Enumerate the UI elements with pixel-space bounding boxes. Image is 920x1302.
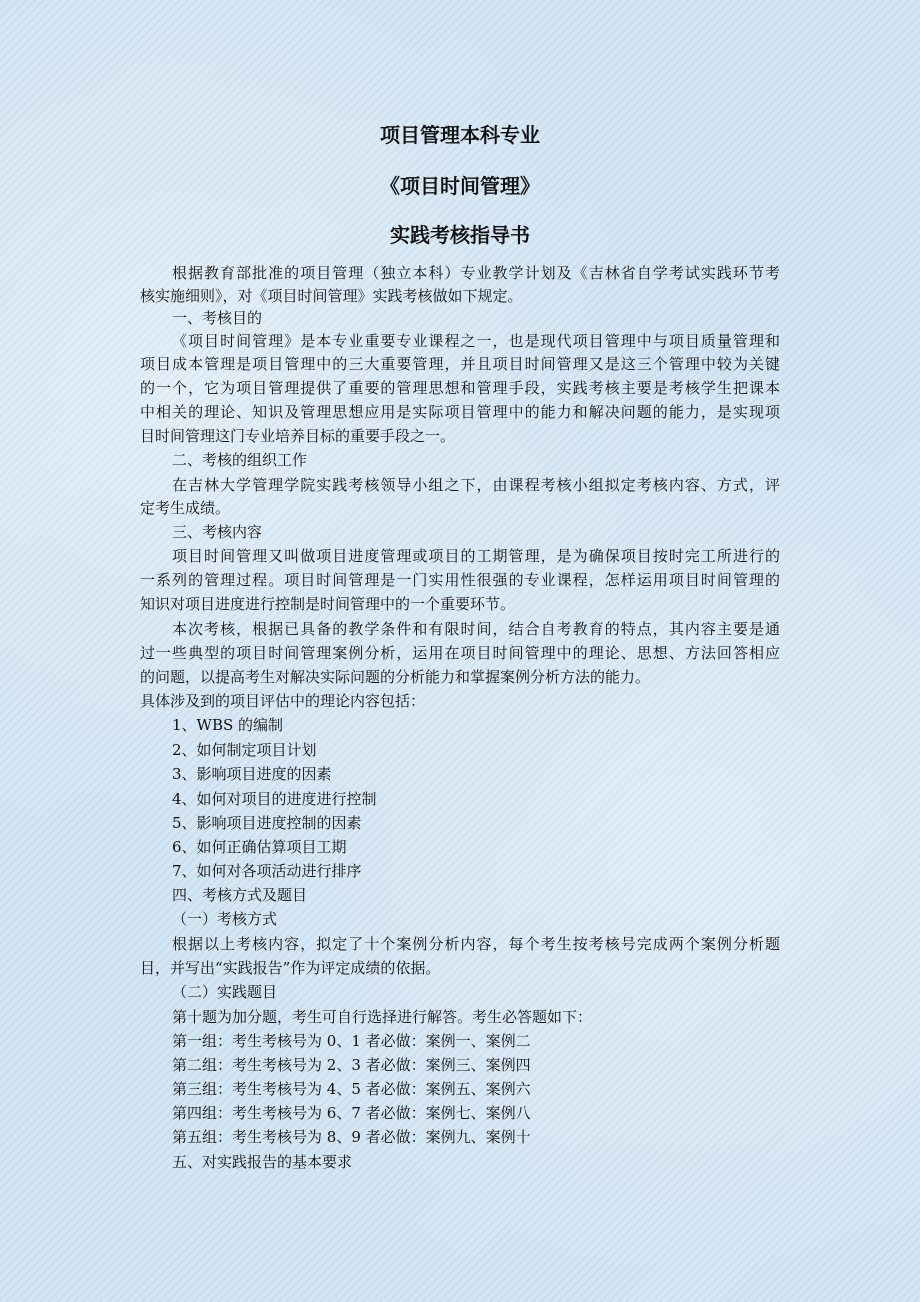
content-line-6: 的问题，以提高考生对解决实际问题的分析能力和掌握案例分析方法的能力。 (140, 668, 651, 686)
list-item: 5、影响项目进度控制的因素 (172, 814, 362, 832)
method-line-2: 目，并写出“实践报告”作为评定成绩的依据。 (140, 959, 441, 977)
organization-line-1: 在吉林大学管理学院实践考核领导小组之下，由课程考核小组拟定考核内容、方式，评 (172, 476, 780, 494)
group-assignment: 第一组：考生考核号为 0、1 者必做：案例一、案例二 (172, 1032, 531, 1050)
section-heading-method: 四、考核方式及题目 (172, 886, 308, 904)
group-assignment: 第五组：考生考核号为 8、9 者必做：案例九、案例十 (172, 1128, 531, 1146)
purpose-line-3: 的一个，它为项目管理提供了重要的管理思想和管理手段，实践考核主要是考核学生把课本 (140, 379, 780, 397)
content-line-2: 一系列的管理过程。项目时间管理是一门实用性很强的专业课程，怎样运用项目时间管理的 (140, 571, 780, 589)
group-assignment: 第二组：考生考核号为 2、3 者必做：案例三、案例四 (172, 1056, 531, 1074)
questions-intro: 第十题为加分题，考生可自行选择进行解答。考生必答题如下： (172, 1008, 593, 1026)
section-heading-content: 三、考核内容 (172, 523, 263, 541)
list-item: 1、WBS 的编制 (172, 716, 284, 734)
subsection-heading-method: （一）考核方式 (172, 910, 278, 928)
doc-title-major: 项目管理本科专业 (380, 123, 540, 147)
purpose-line-4: 中相关的理论、知识及管理思想应用是实际项目管理中的能力和解决问题的能力，是实现项 (140, 403, 780, 421)
intro-line-2: 核实施细则》，对《项目时间管理》实践考核做如下规定。 (140, 287, 523, 305)
section-heading-report-requirements: 五、对实践报告的基本要求 (172, 1153, 353, 1171)
section-heading-organization: 二、考核的组织工作 (172, 451, 308, 469)
list-item: 4、如何对项目的进度进行控制 (172, 790, 377, 808)
list-item: 3、影响项目进度的因素 (172, 765, 332, 783)
content-line-3: 知识对项目进度进行控制是时间管理中的一个重要环节。 (140, 595, 516, 613)
list-item: 2、如何制定项目计划 (172, 741, 317, 759)
content-line-1: 项目时间管理又叫做项目进度管理或项目的工期管理，是为确保项目按时完工所进行的 (172, 547, 780, 565)
subsection-heading-questions: （二）实践题目 (172, 983, 278, 1001)
organization-line-2: 定考生成绩。 (140, 499, 231, 517)
list-item: 7、如何对各项活动进行排序 (172, 862, 362, 880)
intro-line-1: 根据教育部批准的项目管理（独立本科）专业教学计划及《吉林省自学考试实践环节考 (172, 264, 780, 282)
content-line-5: 过一些典型的项目时间管理案例分析，运用在项目时间管理中的理论、思想、方法回答相应 (140, 644, 780, 662)
doc-title-course: 《项目时间管理》 (380, 174, 540, 198)
purpose-line-1: 《项目时间管理》是本专业重要专业课程之一，也是现代项目管理中与项目质量管理和 (172, 332, 780, 350)
content-line-4: 本次考核，根据已具备的教学条件和有限时间，结合自考教育的特点，其内容主要是通 (172, 620, 780, 638)
method-line-1: 根据以上考核内容，拟定了十个案例分析内容，每个考生按考核号完成两个案例分析题 (172, 935, 780, 953)
group-assignment: 第三组：考生考核号为 4、5 者必做：案例五、案例六 (172, 1080, 531, 1098)
list-item: 6、如何正确估算项目工期 (172, 838, 347, 856)
purpose-line-5: 目时间管理这门专业培养目标的重要手段之一。 (140, 427, 456, 445)
purpose-line-2: 项目成本管理是项目管理中的三大重要管理，并且项目时间管理又是这三个管理中较为关键 (140, 355, 780, 373)
content-list-intro: 具体涉及到的项目评估中的理论内容包括： (140, 692, 426, 710)
doc-title-guide: 实践考核指导书 (390, 223, 530, 247)
group-assignment: 第四组：考生考核号为 6、7 者必做：案例七、案例八 (172, 1104, 531, 1122)
section-heading-purpose: 一、考核目的 (172, 309, 263, 327)
